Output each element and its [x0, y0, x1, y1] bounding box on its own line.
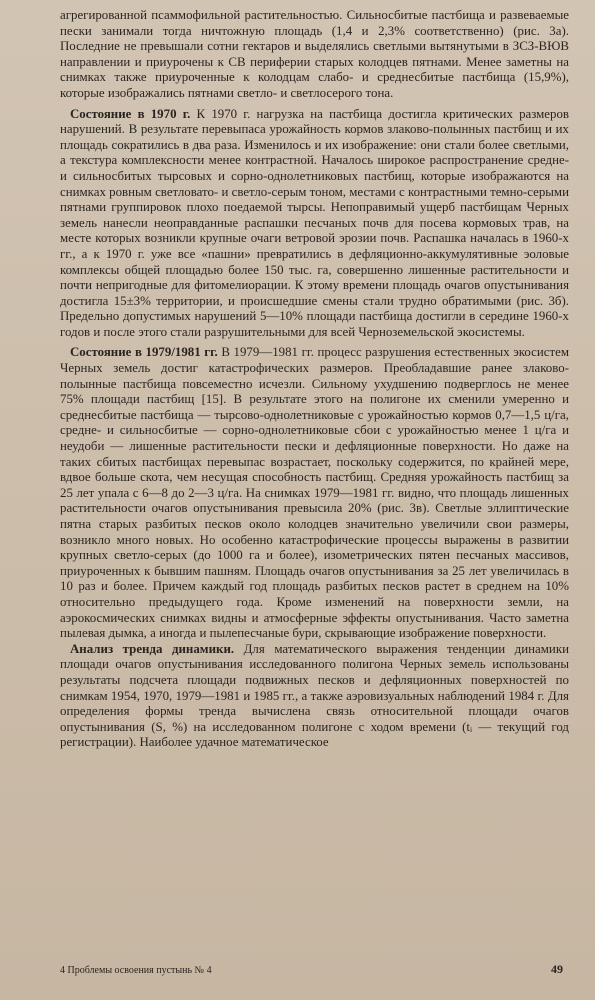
paragraph-text: К 1970 г. нагрузка на пастбища достигла критических размеров нарушений. В результате перевыпаса урожайность кормов злаково-полынных пастбищ и их площадь сократились в два раза. Изменилось и их изображение: они стали более светлыми, а текстура комплексности менее контрастной. Началось широкое распространение средне- и сильносбитых тырсовых и сорно-однолетниковых пастбищ, которые изображаются на снимках ровным светловато- и светло-серым тоном, местами с контрастными темно-серыми пятнами группировок плохо поедаемой тырсы. Непоправимый ущерб пастбищам Черных земель нанесли неоправданные распашки песчаных почв для посева кормовых трав, на месте которых возникли крупные очаги ветровой эрозии почв. Распашка началась в 1960-х гг., а к 1970 г. уже все «пашни» превратились в дефляционно-аккумулятивные эоловые комплексы общей площадью более 150 тыс. га, совершенно лишенные растительности и почти непригодные для фитомелиорации. К этому времени площадь очагов опустынивания достигла 15±3% территории, и происшедшие смены стали трудно обратимыми (рис. 3б). Предельно допустимых нарушений 5—10% площади пастбища достигли в середине 1960-х годов и после этого стали разрушительными для всей Черноземельской экосистемы.	[60, 106, 570, 339]
section-heading: Состояние в 1979/1981 гг.	[70, 345, 218, 360]
page-footer	[60, 962, 569, 977]
folio-signature: 4 Проблемы освоения пустынь № 4	[60, 965, 212, 976]
section-heading: Анализ тренда динамики.	[70, 641, 235, 656]
paragraph-text: Для математического выражения тенденции динамики площади очагов опустынивания исследованного полигона Черных земель использованы результаты подсчета площади подвижных песков и дефляционных поверхностей по снимкам 1954, 1970, 1979—1981 и 1985 гг., а также аэровизуальных наблюдений 1984 г. Для определения формы тренда вычислена связь относительной площади очагов опустынивания (S, %) на исследованном полигоне с ходом времени (tᵢ — текущий год регистрации). Наиболее удачное математическое	[60, 641, 569, 750]
page-number: 49	[551, 962, 563, 976]
section-heading: Состояние в 1970 г.	[70, 106, 191, 121]
paragraph-state-1970	[60, 107, 569, 341]
paragraph-text: агрегированной псаммофильной растительностью. Сильносбитые пастбища и развеваемые пески занимали тогда ничтожную площадь (1,4 и 2,3% соответственно) (рис. 3а). Последние не превышали сотни гектаров и выделялись светлыми вытянутыми в ЗСЗ-ВЮВ направлении и приурочены к СВ периферии старых колодцев пятнами. Менее заметны на снимках также приуроченные к колодцам слабо- и среднесбитые пастбища (15,9%), которые изображались пятнами светло- и светлосерого тона.	[60, 8, 569, 100]
paragraph-trend	[60, 642, 569, 751]
paragraph-intro	[60, 8, 569, 102]
paragraph-text: В 1979—1981 гг. процесс разрушения естественных экосистем Черных земель достиг катастрофических размеров. Преобладавшие ранее злаково-полынные пастбища повсеместно исчезли. Сильному ухудшению подверглось не менее 75% площади пастбищ [15]. В результате этого на полигоне их сменили умеренно и среднесбитые пастбища — тырсово-однолетниковые с урожайностью кормов 0,7—1,5 ц/га, средне- и сильносбитые — сорно-однолетниковые сбои с урожайностью менее 1 ц/га и неудоби — лишенные растительности пески и дефляционные поверхности. Но даже на таких сбитых пастбищах перевыпас возрастает, поскольку содержится, по крайней мере, вдвое больше скота, чем несущая способность пастбищ. Средняя урожайность пастбищ за 25 лет упала с 6—8 до 2—3 ц/га. На снимках 1979—1981 гг. видно, что площадь лишенных растительности очагов опустынивания превысила 20% (рис. 3в). Светлые эллиптические пятна старых разбитых песков около колодцев значительно увеличили свои размеры, возникло много новых. Но особенно катастрофические процессы выражены в развитии крупных светло-серых (до 1000 га и более), изометрических пятен песчаных массивов, приуроченных к бывшим пашням. Площадь очагов опустынивания за 25 лет увеличилась в 10 раз и более. Причем каждый год площадь разбитых песков растет в среднем на 10% относительно предыдущего года. Кроме изменений на поверхности земли, на аэрокосмических снимках видны и атмосферные эффекты опустынивания. Часто заметна пылевая дымка, а иногда и пылепесчаные бури, скрывающие изображение поверхности.	[60, 345, 570, 641]
paragraph-state-1979	[60, 345, 569, 641]
